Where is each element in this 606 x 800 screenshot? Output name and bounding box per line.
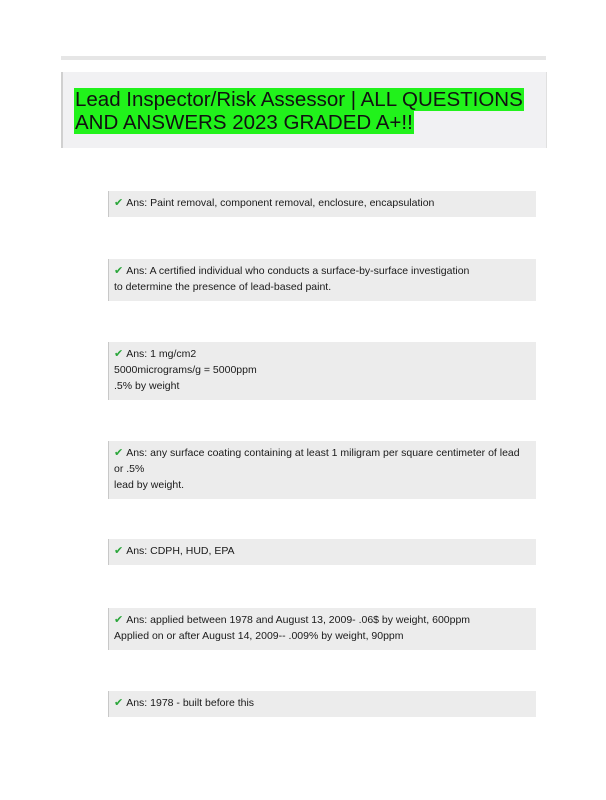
answer-text: Ans: Paint removal, component removal, enclosure, encapsulation: [126, 197, 435, 209]
answer-4: [108, 441, 536, 499]
check-icon: ✔: [114, 614, 124, 626]
answer-text: Ans: 1 mg/cm2: [126, 348, 197, 360]
check-icon: ✔: [114, 348, 124, 360]
answer-6: [108, 608, 536, 650]
answer-7: [108, 691, 536, 717]
answer-text: Ans: CDPH, HUD, EPA: [126, 545, 235, 557]
answer-text: Ans: applied between 1978 and August 13, 2009- .06$ by weight, 600ppm: [126, 614, 471, 626]
check-icon: ✔: [114, 545, 124, 557]
check-icon: ✔: [114, 697, 124, 709]
answer-3: [108, 342, 536, 400]
answer-text: .5% by weight: [114, 380, 180, 392]
answer-text: lead by weight.: [114, 479, 185, 491]
answer-text: Ans: A certified individual who conducts a surface-by-surface investigation: [126, 265, 470, 277]
title-highlight: Lead Inspector/Risk Assessor | ALL QUESTIONS AND ANSWERS 2023 GRADED A+!!: [75, 88, 523, 134]
answer-5: [108, 539, 536, 565]
footer-right-redacted: [484, 766, 550, 777]
answer-text: Ans: any surface coating containing at least 1 miligram per square centimeter of lead: [126, 447, 520, 459]
check-icon: ✔: [114, 197, 124, 209]
answer-text: Ans: 1978 - built before this: [126, 697, 255, 709]
check-icon: ✔: [114, 447, 124, 459]
answer-text: 5000micrograms/g = 5000ppm: [114, 364, 257, 376]
footer-left-redacted: [58, 766, 124, 777]
answer-text: to determine the presence of lead-based paint.: [114, 281, 332, 293]
check-icon: ✔: [114, 265, 124, 277]
answer-2: [108, 259, 536, 301]
answer-1: [108, 191, 536, 217]
answer-text: or .5%: [114, 463, 145, 475]
answer-text: Applied on or after August 14, 2009-- .009% by weight, 90ppm: [114, 630, 404, 642]
